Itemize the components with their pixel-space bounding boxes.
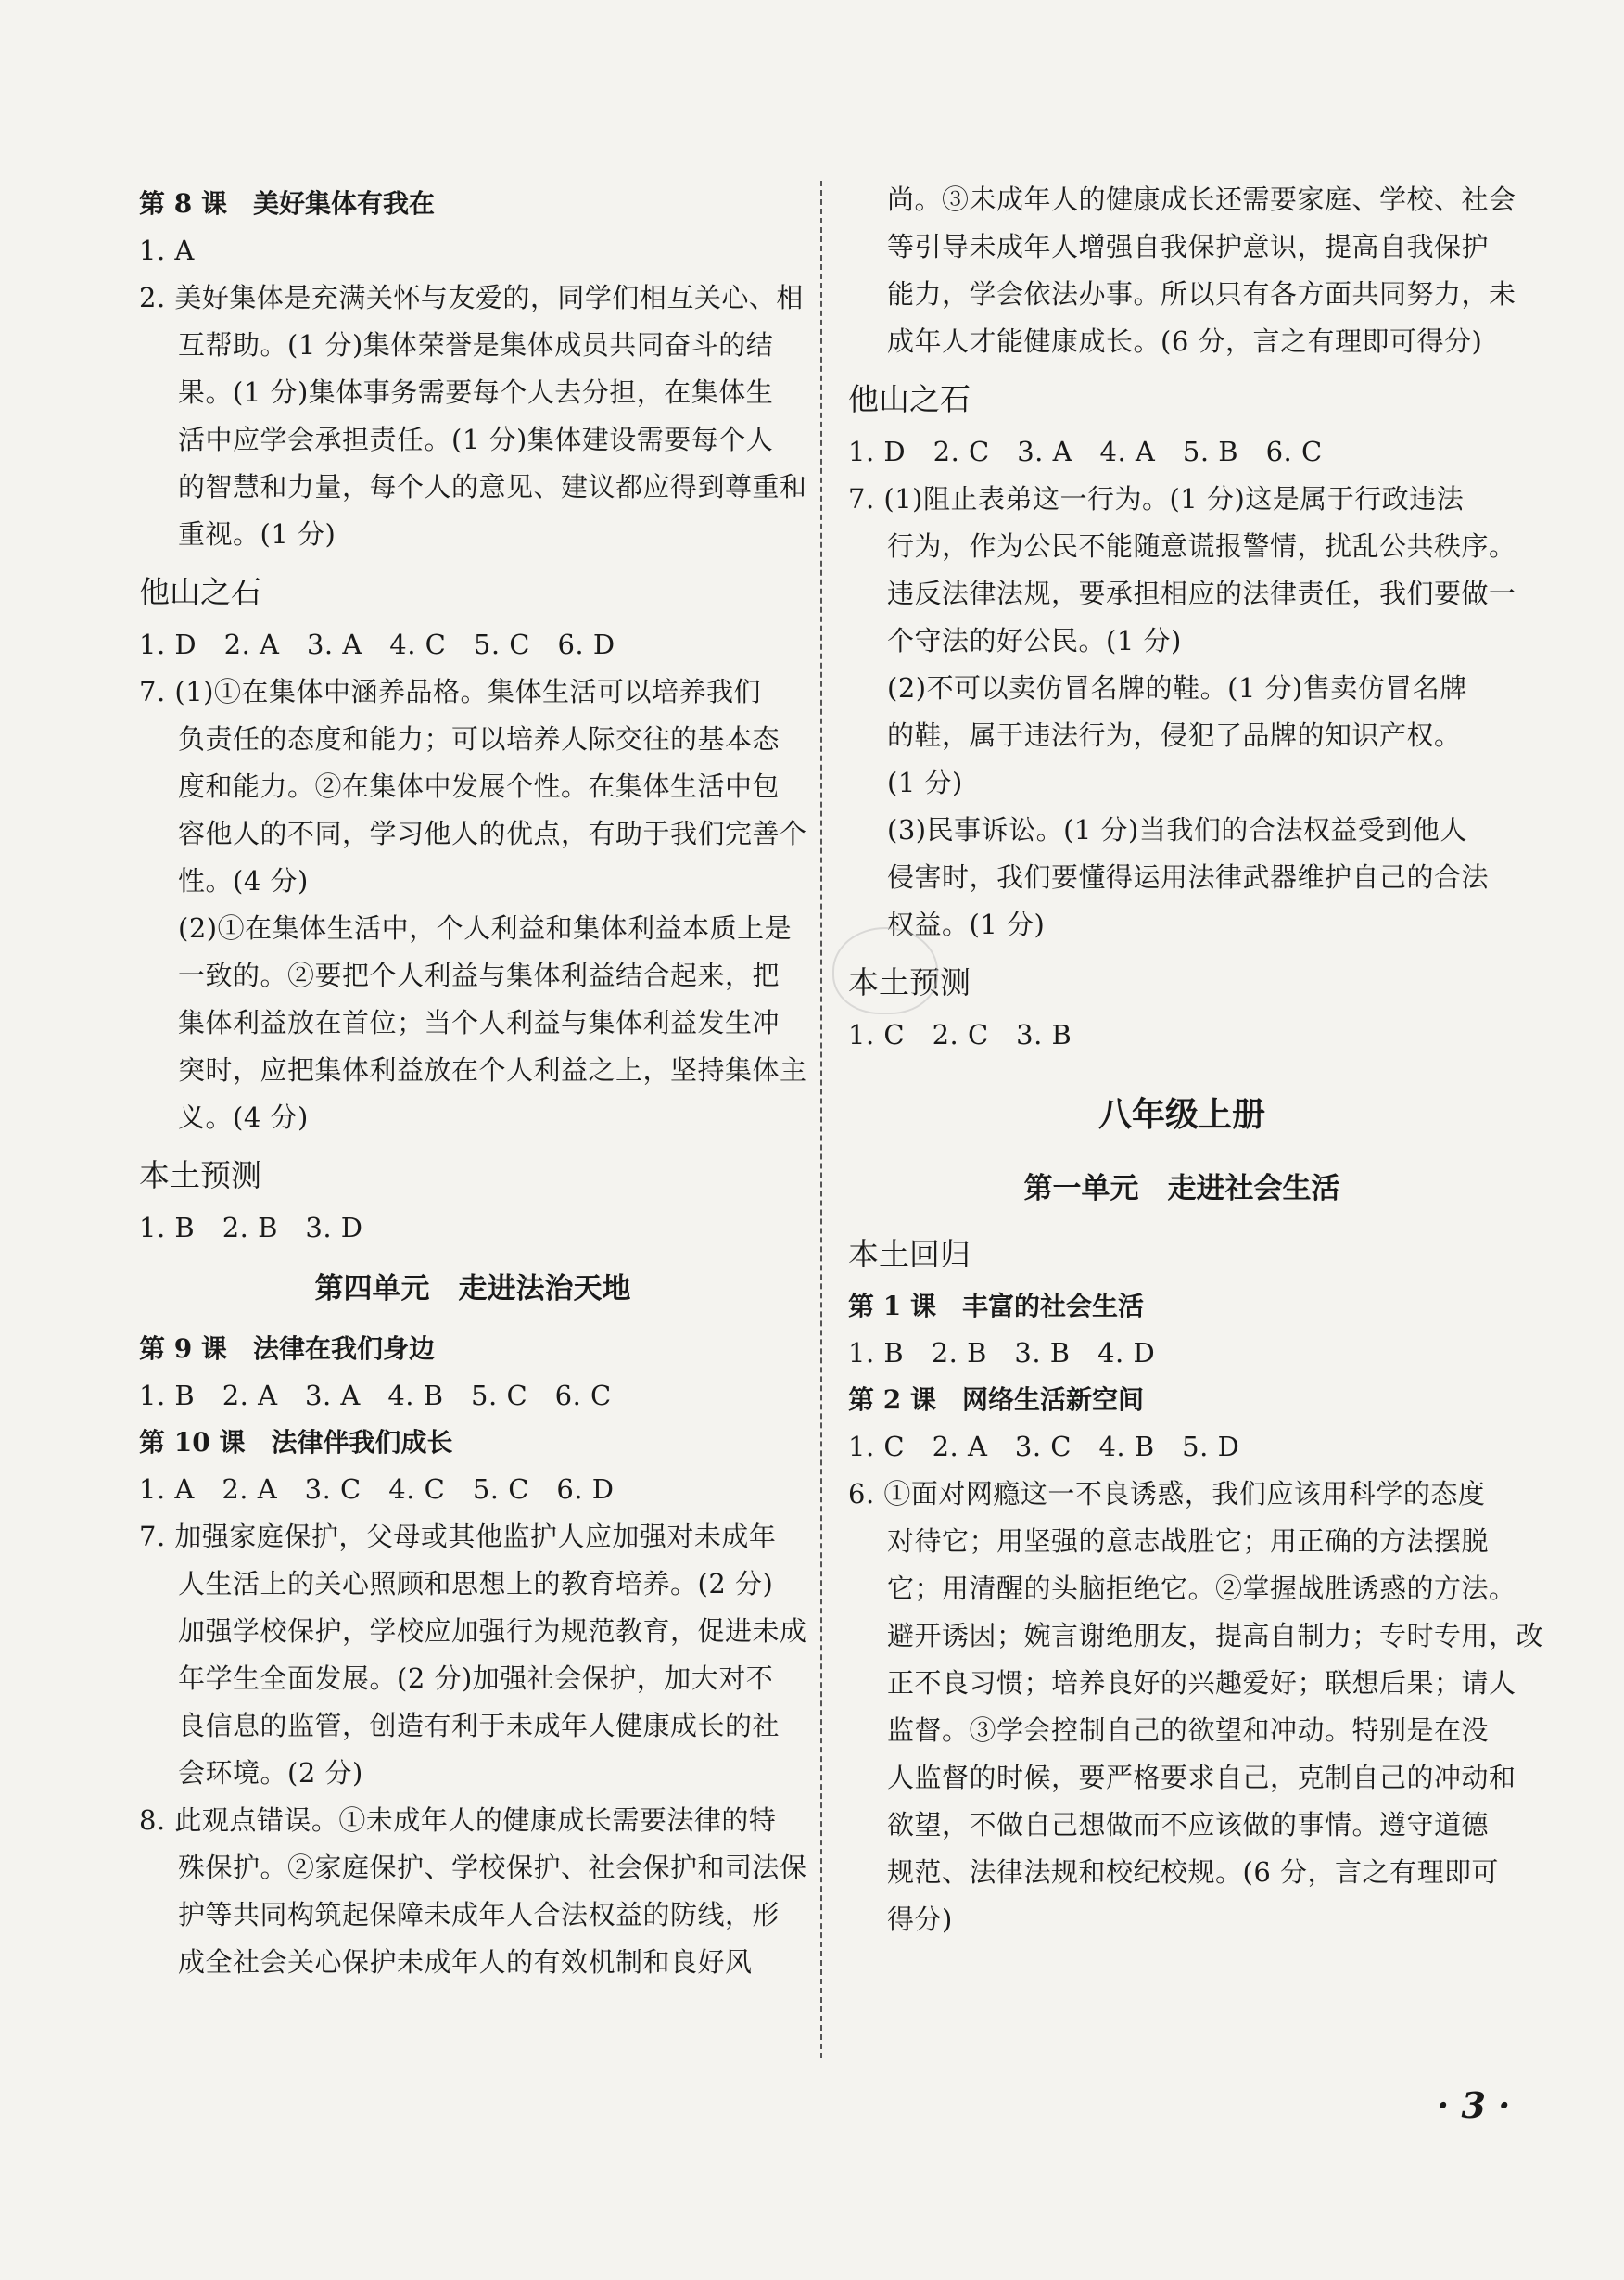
answer-line: 正不良习惯；培养良好的兴趣爱好；联想后果；请人 xyxy=(887,1667,1516,1699)
answer-line: 的智慧和力量，每个人的意见、建议都应得到尊重和 xyxy=(178,471,807,503)
answer-line: 会环境。(2 分) xyxy=(178,1757,363,1789)
answer-line: 1. B 2. B 3. D xyxy=(139,1212,363,1243)
answer-line: 活中应学会承担责任。(1 分)集体建设需要每个人 xyxy=(178,424,774,455)
answer-line: 监督。③学会控制自己的欲望和冲动。特别是在没 xyxy=(887,1714,1490,1746)
lesson-2-title: 第 2 课 网络生活新空间 xyxy=(848,1384,1144,1415)
answer-line: 违反法律法规，要承担相应的法律责任，我们要做一 xyxy=(887,578,1516,609)
answer-line: 能力，学会依法办事。所以只有各方面共同努力，未 xyxy=(887,278,1516,310)
right-column xyxy=(848,176,1544,1943)
answer-line: 8. 此观点错误。①未成年人的健康成长需要法律的特 xyxy=(139,1804,777,1836)
answer-line: 集体利益放在首位；当个人利益与集体利益发生冲 xyxy=(178,1007,780,1038)
answer-line: 1. B 2. A 3. A 4. B 5. C 6. C xyxy=(139,1380,612,1411)
answer-line: 7. 加强家庭保护，父母或其他监护人应加强对未成年 xyxy=(139,1521,777,1552)
answer-line: 对待它；用坚强的意志战胜它；用正确的方法摆脱 xyxy=(887,1525,1490,1557)
lesson-9-title: 第 9 课 法律在我们身边 xyxy=(139,1333,435,1364)
answer-line: 规范、法律法规和校纪校规。(6 分，言之有理即可 xyxy=(887,1856,1499,1888)
answer-line: 人监督的时候，要严格要求自己，克制自己的冲动和 xyxy=(887,1762,1516,1793)
answer-line: 2. 美好集体是充满关怀与友爱的，同学们相互关心、相 xyxy=(139,282,804,313)
lesson-1-title: 第 1 课 丰富的社会生活 xyxy=(848,1291,1144,1321)
left-column xyxy=(139,181,806,1986)
answer-line: 个守法的好公民。(1 分) xyxy=(887,625,1182,656)
answer-line: 欲望，不做自己想做而不应该做的事情。遵守道德 xyxy=(887,1809,1490,1841)
page-number: · 3 · xyxy=(1437,2084,1511,2126)
answer-line: 7. (1)阻止表弟这一行为。(1 分)这是属于行政违法 xyxy=(848,483,1465,515)
answer-line: 1. D 2. C 3. A 4. A 5. B 6. C xyxy=(848,436,1323,467)
answer-line: 成年人才能健康成长。(6 分，言之有理即可得分) xyxy=(887,325,1483,357)
section-heading-bentuhuigui: 本土回归 xyxy=(848,1236,971,1272)
answer-line: 性。(4 分) xyxy=(178,865,309,897)
answer-line: 年学生全面发展。(2 分)加强社会保护，加大对不 xyxy=(178,1662,774,1694)
column-divider xyxy=(820,181,822,2058)
answer-line: 权益。(1 分) xyxy=(887,909,1046,940)
answer-line: 加强学校保护，学校应加强行为规范教育，促进未成 xyxy=(178,1615,807,1647)
section-heading-bentu: 本土预测 xyxy=(139,1157,261,1193)
lesson-8-title: 第 8 课 美好集体有我在 xyxy=(139,188,435,219)
answer-line: 1. B 2. B 3. B 4. D xyxy=(848,1337,1156,1369)
answer-line: 人生活上的关心照顾和思想上的教育培养。(2 分) xyxy=(178,1568,774,1599)
answer-line: 的鞋，属于违法行为，侵犯了品牌的知识产权。 xyxy=(887,720,1462,751)
answer-line: 殊保护。②家庭保护、学校保护、社会保护和司法保 xyxy=(178,1852,807,1883)
answer-line: 义。(4 分) xyxy=(178,1102,309,1133)
answer-line: 度和能力。②在集体中发展个性。在集体生活中包 xyxy=(178,771,780,802)
answer-line: 1. A xyxy=(139,235,195,266)
answer-line: 等引导未成年人增强自我保护意识，提高自我保护 xyxy=(887,231,1490,262)
answer-line: 成全社会关心保护未成年人的有效机制和良好风 xyxy=(178,1946,753,1978)
answer-line: 1. C 2. A 3. C 4. B 5. D xyxy=(848,1431,1240,1462)
section-heading-bentu: 本土预测 xyxy=(848,964,971,1000)
answer-line: 尚。③未成年人的健康成长还需要家庭、学校、社会 xyxy=(887,184,1516,215)
answer-line: 果。(1 分)集体事务需要每个人去分担，在集体生 xyxy=(178,376,774,408)
lesson-10-title: 第 10 课 法律伴我们成长 xyxy=(139,1427,453,1458)
answer-line: 突时，应把集体利益放在个人利益之上，坚持集体主 xyxy=(178,1054,807,1086)
answer-line: 一致的。②要把个人利益与集体利益结合起来，把 xyxy=(178,960,780,991)
answer-line: 避开诱因；婉言谢绝朋友，提高自制力；专时专用，改 xyxy=(887,1620,1544,1651)
answer-line: 良信息的监管，创造有利于未成年人健康成长的社 xyxy=(178,1710,780,1741)
unit-1-title: 第一单元 走进社会生活 xyxy=(1023,1172,1340,1205)
answer-line: 它；用清醒的头脑拒绝它。②掌握战胜诱惑的方法。 xyxy=(887,1573,1516,1604)
answer-line: 1. A 2. A 3. C 4. C 5. C 6. D xyxy=(139,1473,615,1505)
grade-title: 八年级上册 xyxy=(1097,1095,1265,1134)
answer-line: 6. ①面对网瘾这一不良诱惑，我们应该用科学的态度 xyxy=(848,1478,1486,1509)
unit-4-title: 第四单元 走进法治天地 xyxy=(314,1272,631,1306)
answer-line: 1. C 2. C 3. B xyxy=(848,1019,1072,1051)
answer-line: 得分) xyxy=(887,1904,953,1935)
answer-line: (2)①在集体生活中，个人利益和集体利益本质上是 xyxy=(178,912,793,944)
answer-line: 负责任的态度和能力；可以培养人际交往的基本态 xyxy=(178,723,780,755)
answer-line: 护等共同构筑起保障未成年人合法权益的防线，形 xyxy=(178,1899,780,1930)
answer-line: (1 分) xyxy=(887,767,963,798)
answer-line: 行为，作为公民不能随意谎报警情，扰乱公共秩序。 xyxy=(887,530,1516,562)
section-heading-tashan: 他山之石 xyxy=(848,381,971,417)
answer-line: 互帮助。(1 分)集体荣誉是集体成员共同奋斗的结 xyxy=(178,329,774,361)
answer-line: (3)民事诉讼。(1 分)当我们的合法权益受到他人 xyxy=(887,814,1467,846)
answer-line: 侵害时，我们要懂得运用法律武器维护自己的合法 xyxy=(887,861,1490,893)
answer-line: 1. D 2. A 3. A 4. C 5. C 6. D xyxy=(139,629,615,660)
answer-line: 7. (1)①在集体中涵养品格。集体生活可以培养我们 xyxy=(139,676,761,707)
answer-line: 重视。(1 分) xyxy=(178,518,336,550)
watermark-stamp xyxy=(832,927,938,1014)
answer-line: (2)不可以卖仿冒名牌的鞋。(1 分)售卖仿冒名牌 xyxy=(887,672,1467,704)
answer-line: 容他人的不同，学习他人的优点，有助于我们完善个 xyxy=(178,818,807,849)
section-heading-tashan: 他山之石 xyxy=(139,574,261,610)
